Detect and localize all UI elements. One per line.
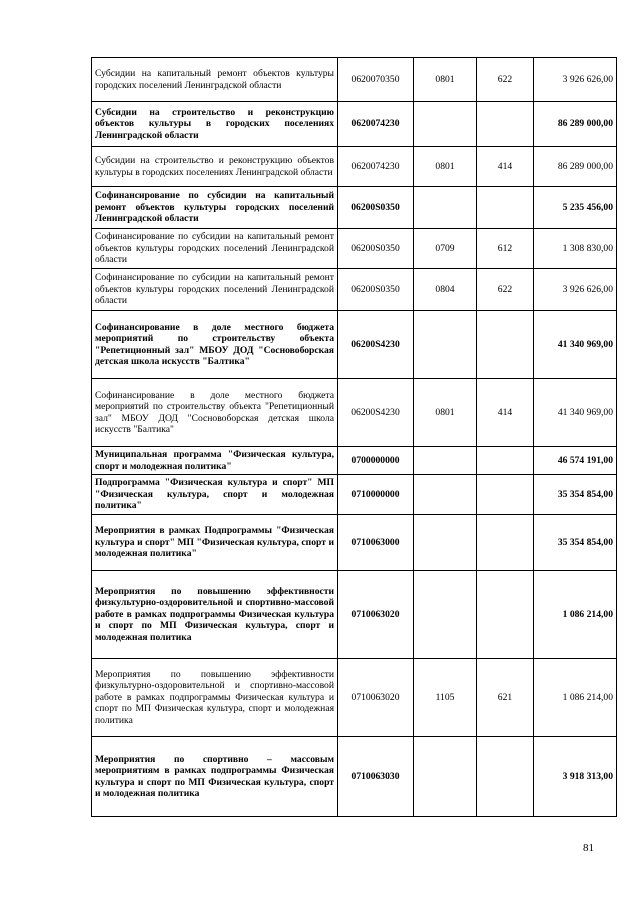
row-expense-type-cell [477,737,534,817]
row-name-cell: Мероприятия по повышению эффективности физкультурно-оздоровительной и спортивно-массовой работе в рамках подпрограммы Физическая культура и спорт по МП Физическая культура, спорт и молодежная политика [92,571,338,659]
row-section-cell: 0804 [414,269,477,311]
row-expense-type-cell [477,515,534,571]
row-sum-cell: 5 235 456,00 [534,187,617,229]
table-row [92,515,617,571]
row-code-cell: 06200S4230 [338,379,414,447]
row-expense-type-cell [477,571,534,659]
row-name-cell: Подпрограмма "Физическая культура и спорт" МП "Физическая культура, спорт и молодежная политика" [92,475,338,515]
row-expense-type-cell: 622 [477,58,534,102]
row-section-cell [414,102,477,147]
row-section-cell: 0709 [414,229,477,269]
row-name-cell: Софинансирование в доле местного бюджета мероприятий по строительству объекта "Репетиционный зал" МБОУ ДОД "Сосновоборская детская школа искусств "Балтика" [92,379,338,447]
row-expense-type-cell [477,447,534,475]
row-name-cell: Софинансирование по субсидии на капитальный ремонт объектов культуры городских поселений Ленинградской области [92,269,338,311]
table-row [92,311,617,379]
row-code-cell: 0710063020 [338,659,414,737]
row-code-cell: 0620074230 [338,102,414,147]
row-code-cell: 06200S0350 [338,269,414,311]
row-code-cell: 0710063000 [338,515,414,571]
row-section-cell [414,737,477,817]
row-sum-cell: 1 086 214,00 [534,659,617,737]
row-code-cell: 0710063020 [338,571,414,659]
row-name-cell: Мероприятия по повышению эффективности физкультурно-оздоровительной и спортивно-массовой работе в рамках подпрограммы Физическая культура и спорт по МП Физическая культура, спорт и молодежная политика [92,659,338,737]
row-expense-type-cell: 612 [477,229,534,269]
row-section-cell [414,187,477,229]
row-code-cell: 06200S0350 [338,187,414,229]
row-name-cell: Мероприятия в рамках Подпрограммы "Физическая культура и спорт" МП "Физическая культура, спорт и молодежная политика" [92,515,338,571]
table-row [92,102,617,147]
row-sum-cell: 41 340 969,00 [534,379,617,447]
row-sum-cell: 35 354 854,00 [534,515,617,571]
row-section-cell: 1105 [414,659,477,737]
row-sum-cell: 86 289 000,00 [534,102,617,147]
row-sum-cell: 1 308 830,00 [534,229,617,269]
row-name-cell: Мероприятия по спортивно – массовым мероприятиям в рамках подпрограммы Физическая культура и спорт по МП Физическая культура, спорт и молодежная политика [92,737,338,817]
table-row [92,737,617,817]
row-expense-type-cell: 621 [477,659,534,737]
row-code-cell: 06200S0350 [338,229,414,269]
row-name-cell: Софинансирование в доле местного бюджета мероприятий по строительству объекта "Репетиционный зал" МБОУ ДОД "Сосновоборская детская школа искусств "Балтика" [92,311,338,379]
row-section-cell: 0801 [414,379,477,447]
table-row [92,229,617,269]
row-name-cell: Субсидии на строительство и реконструкцию объектов культуры в городских поселениях Ленинградской области [92,147,338,187]
row-sum-cell: 35 354 854,00 [534,475,617,515]
row-sum-cell: 3 926 626,00 [534,58,617,102]
row-expense-type-cell: 414 [477,147,534,187]
table-row [92,187,617,229]
table-row [92,447,617,475]
row-sum-cell: 46 574 191,00 [534,447,617,475]
row-name-cell: Субсидии на строительство и реконструкцию объектов культуры в городских поселениях Ленинградской области [92,102,338,147]
row-section-cell [414,311,477,379]
row-name-cell: Муниципальная программа "Физическая культура, спорт и молодежная политика" [92,447,338,475]
row-section-cell [414,447,477,475]
row-code-cell: 0710063030 [338,737,414,817]
budget-table-body [92,58,617,817]
table-row [92,269,617,311]
row-sum-cell: 1 086 214,00 [534,571,617,659]
table-row [92,147,617,187]
row-expense-type-cell [477,475,534,515]
row-code-cell: 0620070350 [338,58,414,102]
row-section-cell [414,515,477,571]
row-expense-type-cell [477,102,534,147]
row-name-cell: Софинансирование по субсидии на капитальный ремонт объектов культуры городских поселений Ленинградской области [92,187,338,229]
row-section-cell: 0801 [414,58,477,102]
table-row [92,475,617,515]
row-section-cell [414,571,477,659]
row-sum-cell: 3 918 313,00 [534,737,617,817]
row-name-cell: Софинансирование по субсидии на капитальный ремонт объектов культуры городских поселений Ленинградской области [92,229,338,269]
row-sum-cell: 41 340 969,00 [534,311,617,379]
budget-table [91,57,617,817]
page-number: 81 [583,842,594,854]
row-section-cell: 0801 [414,147,477,187]
row-code-cell: 06200S4230 [338,311,414,379]
row-expense-type-cell [477,311,534,379]
row-name-cell: Субсидии на капитальный ремонт объектов культуры городских поселений Ленинградской области [92,58,338,102]
table-row [92,659,617,737]
table-row [92,58,617,102]
row-code-cell: 0710000000 [338,475,414,515]
row-expense-type-cell [477,187,534,229]
row-code-cell: 0700000000 [338,447,414,475]
row-sum-cell: 86 289 000,00 [534,147,617,187]
row-section-cell [414,475,477,515]
row-code-cell: 0620074230 [338,147,414,187]
row-sum-cell: 3 926 626,00 [534,269,617,311]
table-row [92,379,617,447]
row-expense-type-cell: 414 [477,379,534,447]
row-expense-type-cell: 622 [477,269,534,311]
table-row [92,571,617,659]
